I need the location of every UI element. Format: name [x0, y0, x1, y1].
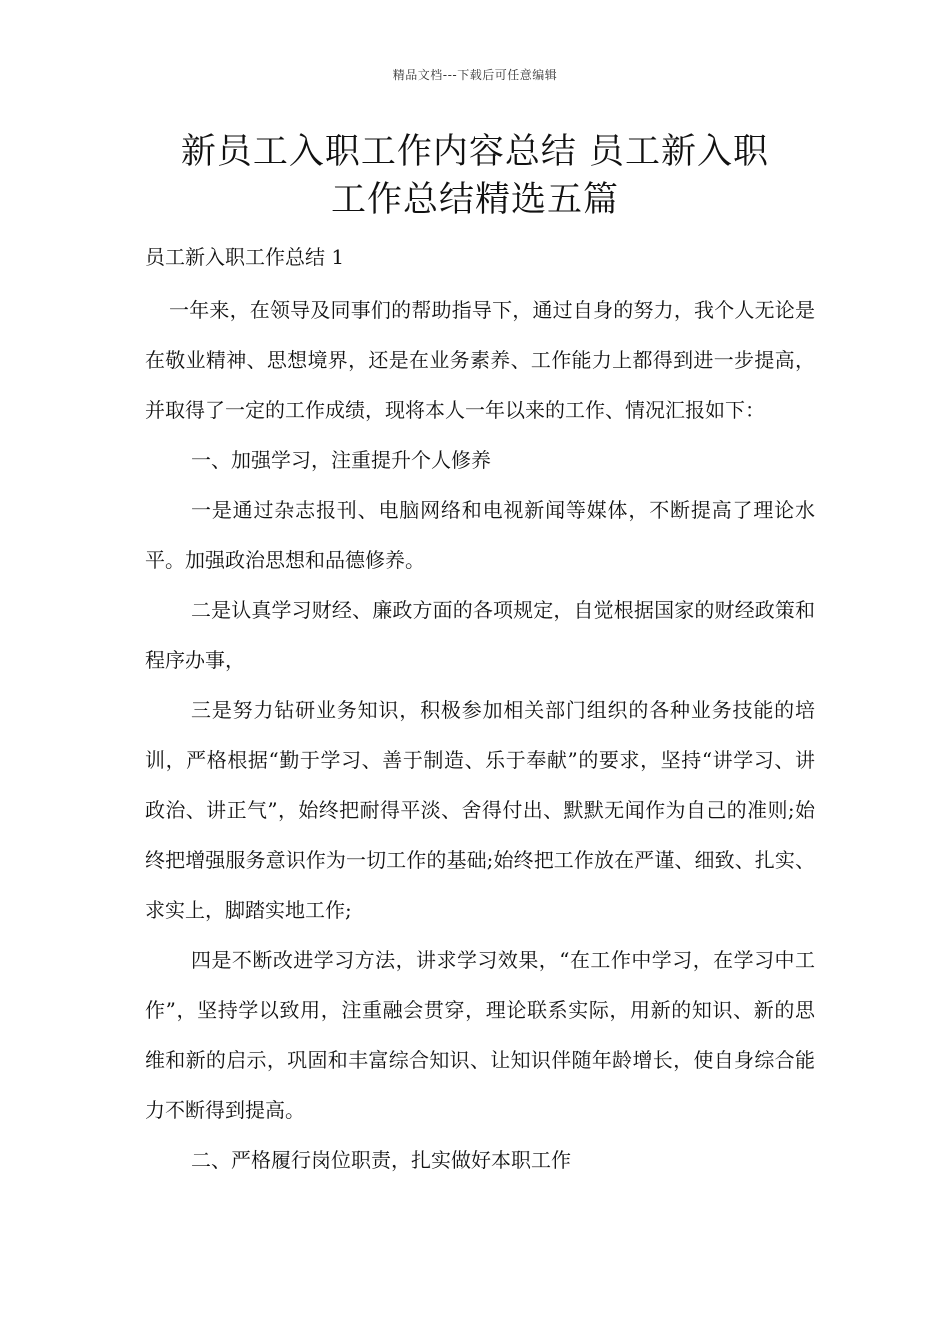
- title-line-2: 工作总结精选五篇: [330, 180, 619, 220]
- paragraph-point-3: 三是努力钻研业务知识，积极参加相关部门组织的各种业务技能的培训，严格根据“勤于学习、善于制造、乐于奉献”的要求，坚持“讲学习、讲政治、讲正气”，始终把耐得平淡、舍得付出、默默无闻作为自己的准则;始终把增强服务意识作为一切工作的基础;始终把工作放在严谨、细致、扎实、求实上，脚踏实地工作;: [145, 698, 815, 922]
- title-line-1: 新员工入职工作内容总结 员工新入职: [180, 132, 770, 172]
- paragraph-intro: 一年来，在领导及同事们的帮助指导下，通过自身的努力，我个人无论是在敬业精神、思想境界，还是在业务素养、工作能力上都得到进一步提高，并取得了一定的工作成绩，现将本人一年以来的工作、情况汇报如下：: [145, 298, 815, 422]
- paragraph-point-2: 二是认真学习财经、廉政方面的各项规定，自觉根据国家的财经政策和程序办事，: [145, 598, 815, 672]
- paragraph-point-1: 一是通过杂志报刊、电脑网络和电视新闻等媒体，不断提高了理论水平。加强政治思想和品德修养。: [145, 498, 815, 572]
- page-header-note: 精品文档---下载后可任意编辑: [392, 68, 558, 82]
- heading-section-2: 二、严格履行岗位职责，扎实做好本职工作: [191, 1148, 571, 1172]
- document-title: [120, 128, 830, 224]
- section-subtitle: 员工新入职工作总结 1: [145, 245, 345, 269]
- heading-section-1: 一、加强学习，注重提升个人修养: [191, 448, 491, 472]
- paragraph-point-4: 四是不断改进学习方法，讲求学习效果，“在工作中学习，在学习中工作”，坚持学以致用，注重融会贯穿，理论联系实际，用新的知识、新的思维和新的启示，巩固和丰富综合知识、让知识伴随年龄增长，使自身综合能力不断得到提高。: [145, 948, 815, 1122]
- document-body: [145, 232, 815, 1185]
